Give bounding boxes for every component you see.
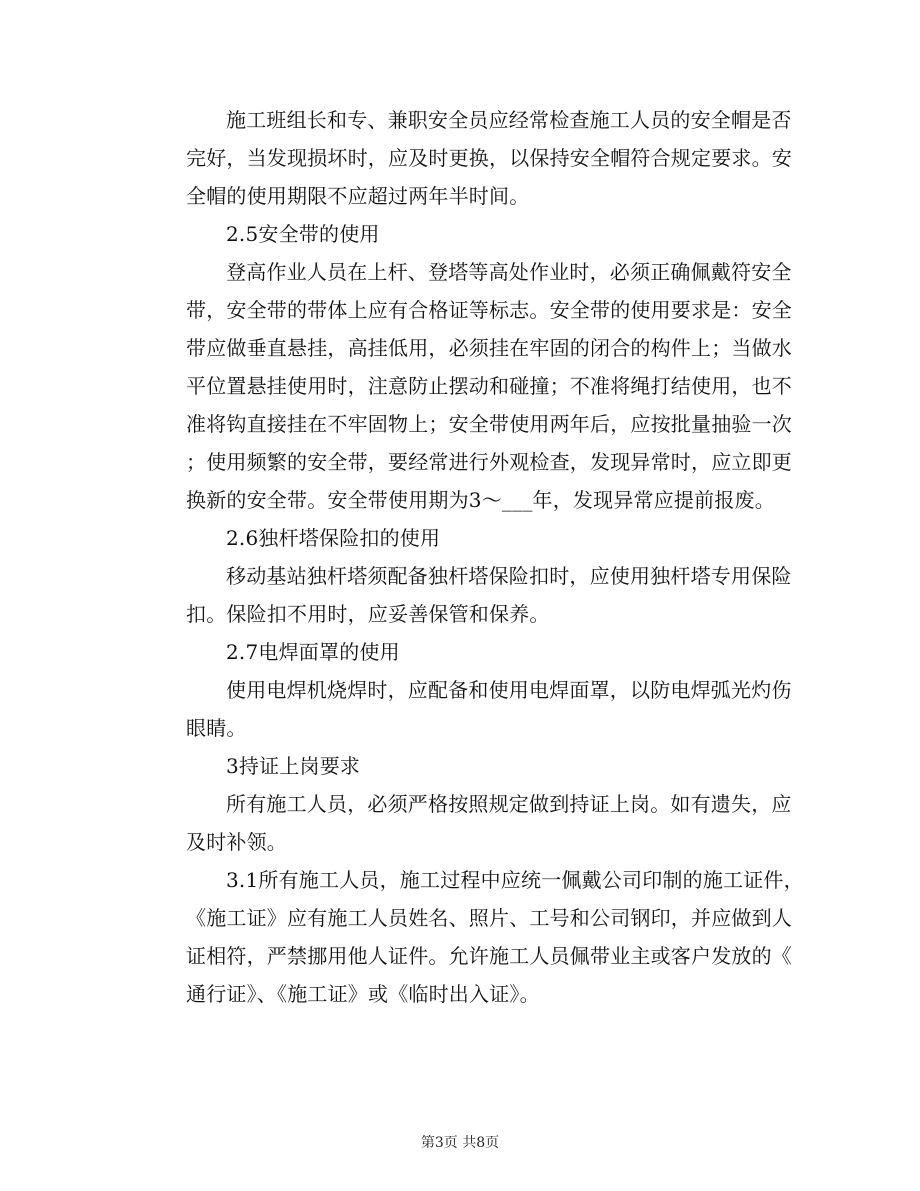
heading-text: 2.7电焊面罩的使用 [226,640,400,664]
heading-2-6 [146,519,776,557]
text-line: 带应做垂直悬挂，高挂低用，必须挂在牢固的闭合的构件上；当做水 [186,336,792,360]
text-line: 眼睛。 [186,716,247,740]
text-line: 换新的安全带。安全带使用期为3～___年，发现异常应提前报废。 [186,488,775,512]
text-line: 全帽的使用期限不应超过两年半时间。 [186,184,530,208]
text-line: 准将钩直接挂在不牢固物上；安全带使用两年后，应按批量抽验一次 [186,412,792,436]
heading-text: 3持证上岗要求 [226,754,361,778]
text-line: 《施工证》应有施工人员姓名、照片、工号和公司钢印，并应做到人 [186,906,792,930]
paragraph-certification [146,785,792,861]
page-number-label: 第3页 共8页 [420,1135,500,1151]
paragraph-section-3-1 [146,861,804,1013]
text-line: 移动基站独杆塔须配备独杆塔保险扣时，应使用独杆塔专用保险 [226,564,792,588]
text-line: 使用电焊机烧焊时，应配备和使用电焊面罩，以防电焊弧光灼伤 [226,678,792,702]
heading-2-7 [146,633,776,671]
text-line: 完好，当发现损坏时，应及时更换，以保持安全帽符合规定要求。安 [186,146,792,170]
text-line: 及时补领。 [186,830,287,854]
paragraph-helmet-check [146,101,792,215]
paragraph-tower-lock [146,557,792,633]
heading-text: 2.5安全带的使用 [226,222,380,246]
text-line: 3.1所有施工人员，施工过程中应统一佩戴公司印制的施工证件， [226,868,804,892]
text-line: 扣。保险扣不用时，应妥善保管和保养。 [186,602,550,626]
text-line: 所有施工人员，必须严格按照规定做到持证上岗。如有遗失，应 [226,792,792,816]
text-line: 通行证》、《施工证》或《临时出入证》。 [186,982,540,1006]
text-line: 证相符，严禁挪用他人证件。允许施工人员佩带业主或客户发放的《 [186,944,792,968]
heading-3 [146,747,776,785]
heading-2-5 [146,215,776,253]
text-line: ；使用频繁的安全带，要经常进行外观检查，发现异常时，应立即更 [186,450,792,474]
text-line: 带，安全带的带体上应有合格证等标志。安全带的使用要求是：安全 [186,298,792,322]
page-footer [0,1133,920,1153]
paragraph-safety-belt [146,253,792,519]
text-line: 平位置悬挂使用时，注意防止摆动和碰撞；不准将绳打结使用，也不 [186,374,792,398]
document-body [146,101,804,1013]
heading-text: 2.6独杆塔保险扣的使用 [226,526,441,550]
paragraph-welding-mask [146,671,792,747]
text-line: 施工班组长和专、兼职安全员应经常检查施工人员的安全帽是否 [226,108,792,132]
text-line: 登高作业人员在上杆、登塔等高处作业时，必须正确佩戴符安全 [226,260,792,284]
